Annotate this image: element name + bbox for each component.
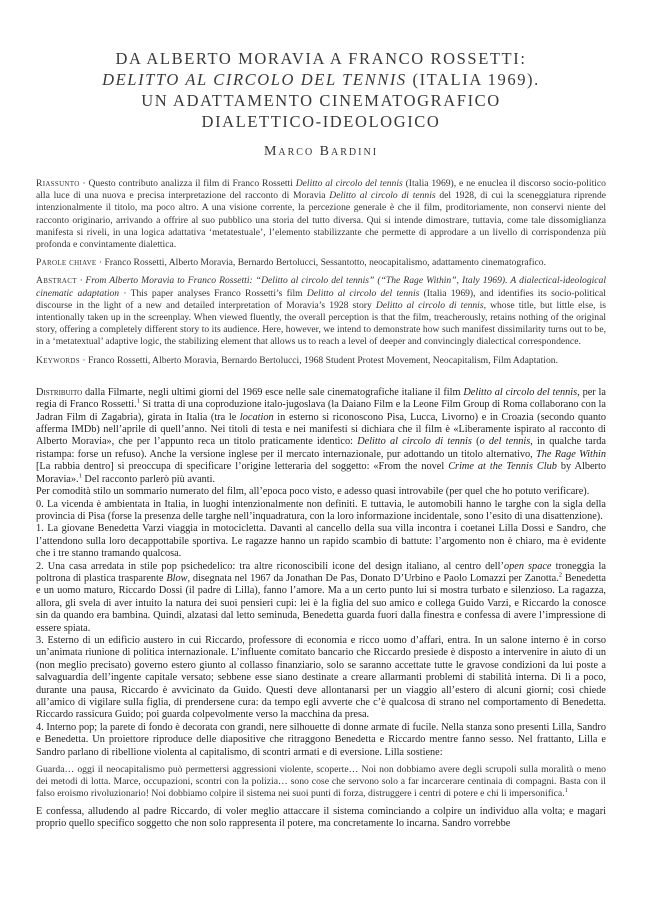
author-name: Marco Bardini (263, 144, 379, 159)
title-film: DELITTO AL CIRCOLO DEL TENNIS (102, 70, 407, 89)
body-paragraph-last: E confessa, alludendo al padre Riccardo, di voler meglio attaccare il sistema cominciando a colpire un individuo alla volta; e magari proprio quello specifico soggetto che non solo rappresenta il potere, ma concretamente lo incarna. Sandro vorrebbe (36, 806, 606, 830)
keywords-label: Keywords (36, 354, 80, 366)
footnote-ref: 1 (136, 397, 140, 405)
parole-chiave-label: Parole chiave (36, 257, 97, 269)
keywords: Keywords · Franco Rossetti, Alberto Moravia, Bernardo Bertolucci, 1968 Student Protest Movement, Neocapitalism, Film Adaptation. (36, 354, 558, 366)
riassunto: Riassunto · Questo contributo analizza il film di Franco Rossetti Delitto al circolo del tennis (Italia 1969), e ne enuclea il discorso socio-politico alla luce di una nuova e precisa interpretazione del racconto di Moravia Delitto al circolo di tennis del 1928, di cui la sceneggiatura riprende intenzionalmente il titolo, ma poco altro. A una visione corrente, la percezione generale è che il film, proditoriamente, non conservi niente del racconto originario, arrivando a offrire al suo pubblico una storia del tutto diversa. Qui si intende dimostrare, tuttavia, come tale dissomiglianza manifesta si riveli, in una logica adattativa ‘metatestuale’, l’elemento stabilizzante che permette di approdare a un livello di corrispondenza più profonda e convintamente dialettica. (36, 178, 607, 251)
body-paragraph-2: Per comodità stilo un sommario numerato del film, all’epoca poco visto, e adesso quasi introvabile (per quel che ho potuto verificare). (36, 486, 590, 498)
summary-item-3: 3. Esterno di un edificio austero in cui Riccardo, professore di economia e ricco uomo d’affari, entra. In un salone interno è in corso un’animata riunione di politica internazionale. L’influente comitato bancario che Riccardo presiede è disposto a intervenire in aiuto di un (non meglio precisato) governo estero giunto al collasso finanziario, solo se saranno accettate tutte le gravose condizioni da lui poste a salvaguardia dell’ingente capitale versato; sebbene esse siano destinate a creare allarmanti problemi di stabilità interna. Di lì a poco, durante una pausa, Riccardo è avvicinato da Guido. Questi deve allontanarsi per un viaggio all’estero di alcuni giorni; così chiede all’amico di vigilare sulla figlia, di prendersene cura: da tempo egli avverte che c’è qualcosa di strano nel comportamento di Benedetta. Riccardo rassicura Guido; poi guarda colpevolmente verso la macchina da presa. (36, 634, 606, 721)
summary-item-2: 2. Una casa arredata in stile pop psichedelico: tra altre riconoscibili icone del design italiano, al centro dell’open space troneggia la poltrona di plastica trasparente Blow, disegnata nel 1967 da Jonathan De Pas, Donato D’Urbino e Paolo Lomazzi per Zanotta.$^2$ Benedetta e un uomo maturo, Riccardo Dossi (il padre di Lilla), fanno l’amore. Ma a un certo punto lui si mostra turbato e silenzioso. La ragazza, allora, gli svela di aver intuito la natura dei suoi pensieri cupi: lei è la figlia del suo amico e collega Guido Varzi, e Riccardo la conosce sin da quando era bambina. Quindi, alzatasi dal letto seminuda, Benedetta guarda fuori dalla finestra e confessa di avere l’impressione di essere spiata. (36, 560, 606, 634)
block-quote: Guarda… oggi il neocapitalismo può permettersi aggressioni violente, scoperte… Noi non dobbiamo avere degli scrupoli sulla moralità o meno dei metodi di lotta. Marce, occupazioni, scontri con la polizia… sono cose che servono solo a far incarcerare centinaia di compagni. Basta con il falso eroismo rivoluzionario! Noi dobbiamo colpire il sistema nei suoi punti di forza, distruggere i centri di potere e chi li impersonifica.$^1$ (36, 764, 606, 800)
article-title (36, 48, 606, 132)
title-year: (ITALIA 1969). (406, 70, 540, 89)
abstract-label: Abstract (36, 275, 77, 287)
title-line-2 (36, 69, 606, 90)
summary-item-0: 0. La vicenda è ambientata in Italia, in luoghi intenzionalmente non definiti. E tuttavia, le automobili hanno le targhe con la sigla della provincia di Pisa (forse la presenza delle targhe nell’inquadratura, con la loro informazione incidentale, sono l’esito di una disattenzione). (36, 498, 606, 522)
footnote-ref: 1 (564, 786, 568, 794)
title-line-1: DA ALBERTO MORAVIA A FRANCO ROSSETTI: (115, 49, 527, 68)
body-paragraph-1: Distribuito dalla Filmarte, negli ultimi giorni del 1969 esce nelle sale cinematografiche italiane il film Delitto al circolo del tennis, per la regia di Franco Rossetti.$^1$ Si tratta di una coproduzione italo-jugoslava (la Daiano Film e la Leone Film Group di Roma collaborano con la Jadran Film di Zagabria), girata in Italia (tra le location in esterno si riconoscono Pisa, Lucca, Livorno) e in Croazia (secondo quanto afferma IMDb) nell’aprile di quell’anno. Nei titoli di testa e nei manifesti si dichiara che il film è «Liberamente ispirato al racconto di Alberto Moravia», che per l’appunto reca un titolo praticamente identico: Delitto al circolo di tennis (o del tennis, in qualche tarda ristampa: forse un refuso). Anche la versione inglese per il mercato internazionale, pur adottando un titolo alternativo, The Rage Within [La rabbia dentro] si preoccupa di specificare l’origine letteraria del soggetto: «From the novel Crime at the Tennis Club by Alberto Moravia».$^1$ Del racconto parlerò più avanti. (36, 386, 607, 485)
title-line-4: DIALETTICO-IDEOLOGICO (201, 112, 441, 131)
footnote-ref: 2 (558, 571, 562, 579)
abstract: Abstract · From Alberto Moravia to Franco Rossetti: “Delitto al circolo del tennis” (“The Rage Within”, Italy 1969). A dialectical-ideological cinematic adaptation · This paper analyses Franco Rossetti’s film Delitto al circolo del tennis (Italia 1969), and identifies its socio-political discourse in the light of a new and detailed interpretation of Moravia’s 1928 story Delitto al circolo di tennis, whose title, but little else, is intentionally taken up in the screenplay. When viewed fluently, the overall perception is that the film, treacherously, retains nothing of the original story, offering a completely different story to its audience. Here, however, we intend to demonstrate how such manifest dissimilarity turns out to be, in a ‘metatextual’ adaptive logic, the stabilizing element that allows us to reach a level of deeper and convincingly dialectical correspondence. (36, 275, 606, 348)
summary-item-4: 4. Interno pop; la parete di fondo è decorata con grandi, nere silhouette di donne armate di fucile. Nella stanza sono presenti Lilla, Sandro e Benedetta. Un proiettore riproduce delle diapositive che ritraggono Benedetta e Riccardo mentre fanno sesso. Nel frattanto, Lilla e Sandro parlano di ribellione violenta al capitalismo, di scontri armati e di eversione. Lilla sostiene: (36, 721, 606, 758)
title-line-3: UN ADATTAMENTO CINEMATOGRAFICO (141, 91, 501, 110)
parole-chiave: Parole chiave · Franco Rossetti, Alberto Moravia, Bernardo Bertolucci, Sessantotto, neocapitalismo, adattamento cinematografico. (36, 257, 546, 269)
footnote-ref: 1 (78, 472, 82, 480)
riassunto-label: Riassunto (36, 178, 80, 189)
summary-item-1: 1. La giovane Benedetta Varzi viaggia in motocicletta. Davanti al cancello della sua villa incontra i coetanei Lilla Dossi e Sandro, che l’attendono sulla loro decappottabile sportiva. Le ragazze hanno un rapido scambio di battute: l’argomento non è chiaro, ma è evidente che i tre stanno tramando qualcosa. (36, 523, 606, 560)
